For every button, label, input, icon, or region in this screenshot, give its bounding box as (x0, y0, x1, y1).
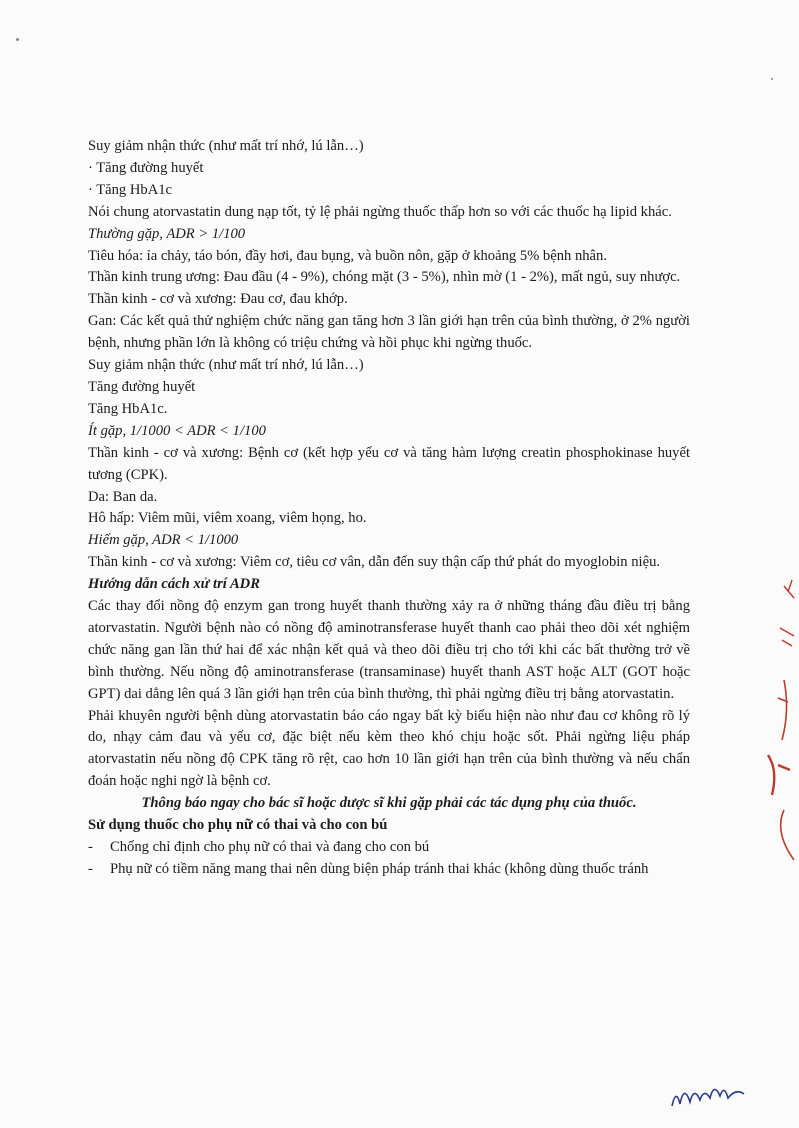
section-heading: Sử dụng thuốc cho phụ nữ có thai và cho con bú (88, 817, 388, 834)
frequency-heading: Hiếm gặp, ADR < 1/1000 (88, 532, 239, 549)
paragraph: Nói chung atorvastatin dung nạp tốt, tỷ lệ phải ngừng thuốc thấp hơn so với các thuốc hạ lipid khác. (88, 203, 672, 220)
text-line: Hô hấp: Viêm mũi, viêm xoang, viêm họng, ho. (88, 510, 367, 527)
stamp-fragment-icon (754, 570, 799, 870)
frequency-heading: Ít gặp, 1/1000 < ADR < 1/100 (88, 422, 266, 439)
bullet-text: Chống chỉ định cho phụ nữ có thai và đang cho con bú (110, 839, 430, 855)
document-body (88, 136, 690, 881)
text-line: Tăng HbA1c. (88, 400, 168, 417)
bullet-marker: - (88, 839, 93, 855)
paragraph: Phải khuyên người bệnh dùng atorvastatin báo cáo ngay bất kỳ biểu hiện nào như đau cơ không rõ lý do, nhạy cảm đau và yếu cơ, đặc biệt nếu kèm theo khó chịu hoặc sốt. Phải ngừng liệu pháp atorvastatin nếu nồng độ CPK tăng rõ rệt, cao hơn 10 lần giới hạn trên của bình thường và nếu chẩn đoán hoặc nghi ngờ là bệnh cơ. (88, 707, 690, 790)
scan-speck (16, 38, 19, 41)
paragraph: Gan: Các kết quả thử nghiệm chức năng gan tăng hơn 3 lần giới hạn trên của bình thường, ở 2% người bệnh, nhưng phần lớn là không có triệu chứng và hồi phục khi ngừng thuốc. (88, 313, 690, 352)
bullet-item (88, 837, 690, 859)
paragraph: Thần kinh - cơ và xương: Viêm cơ, tiêu cơ vân, dẫn đến suy thận cấp thứ phát do myoglobin niệu. (88, 554, 661, 571)
text-line: Suy giảm nhận thức (như mất trí nhớ, lú lẫn…) (88, 138, 364, 154)
text-line: · Tăng đường huyết (88, 159, 204, 176)
frequency-heading: Thường gặp, ADR > 1/100 (88, 225, 246, 242)
text-line: Thần kinh - cơ và xương: Đau cơ, đau khớp. (88, 291, 348, 308)
bullet-item (88, 859, 690, 881)
text-line: Tiêu hóa: ỉa chảy, táo bón, đầy hơi, đau bụng, và buồn nôn, gặp ở khoảng 5% bệnh nhân. (88, 247, 607, 264)
section-heading: Hướng dẫn cách xử trí ADR (88, 576, 260, 593)
text-line: Da: Ban da. (88, 488, 158, 505)
paragraph: Thần kinh trung ương: Đau đầu (4 - 9%), chóng mặt (3 - 5%), nhìn mờ (1 - 2%), mất ngủ, suy nhược. (88, 269, 681, 286)
text-line: Suy giảm nhận thức (như mất trí nhớ, lú lẫn…) (88, 357, 364, 374)
text-line: · Tăng HbA1c (88, 181, 173, 198)
bullet-text: Phụ nữ có tiềm năng mang thai nên dùng biện pháp tránh thai khác (không dùng thuốc tránh (110, 860, 649, 877)
paragraph: Thần kinh - cơ và xương: Bệnh cơ (kết hợp yếu cơ và tăng hàm lượng creatin phosphokinase huyết tương (CPK). (88, 444, 690, 483)
text-line: Tăng đường huyết (88, 378, 196, 395)
notice-line: Thông báo ngay cho bác sĩ hoặc dược sĩ khi gặp phải các tác dụng phụ của thuốc. (141, 795, 637, 812)
signature-icon (666, 1070, 766, 1120)
paragraph: Các thay đổi nồng độ enzym gan trong huyết thanh thường xảy ra ở những tháng đầu điều trị bằng atorvastatin. Người bệnh nào có nồng độ aminotransferase huyết thanh cao phải theo dõi xét nghiệm chức năng gan lần thứ hai để xác nhận kết quả và theo dõi điều trị cho tới khi các bất thường trở về bình thường. Nếu nồng độ aminotransferase (transaminase) huyết thanh AST hoặc ALT (GOT hoặc GPT) dai dẳng lên quá 3 lần giới hạn trên của bình thường, thì phải ngừng điều trị bằng atorvastatin. (88, 598, 690, 702)
bullet-marker: - (88, 860, 93, 877)
scan-speck (771, 78, 773, 80)
